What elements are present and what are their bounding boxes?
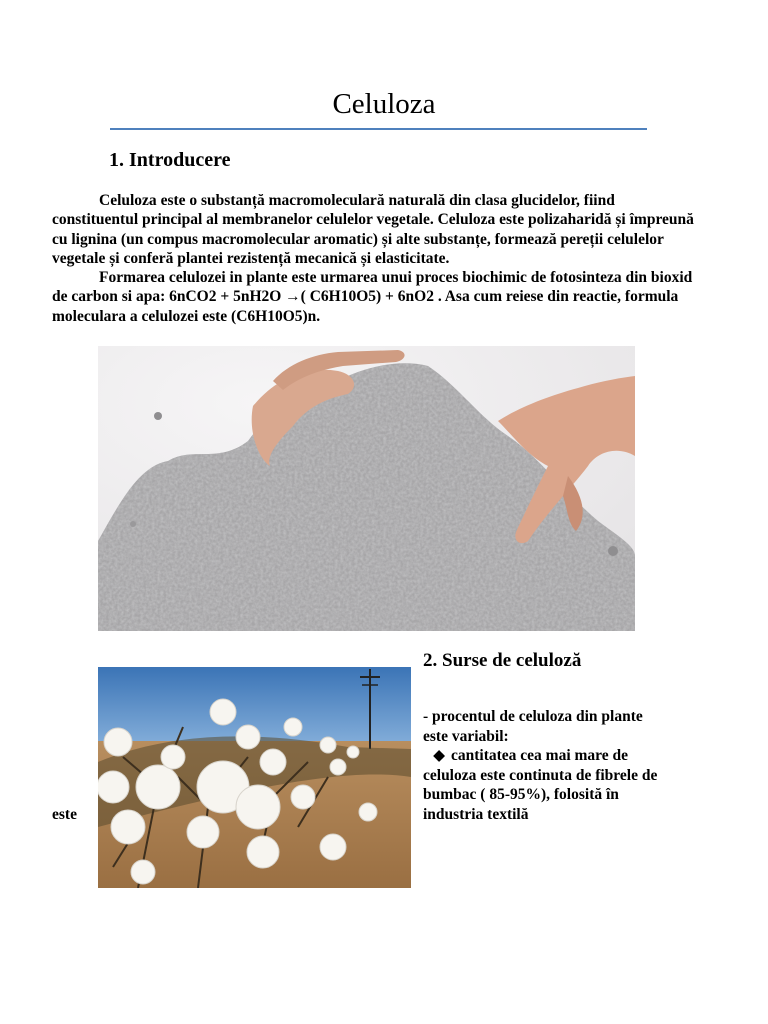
paragraph-formation	[52, 268, 702, 326]
cellulose-fiber-image	[98, 346, 635, 631]
title-rule	[110, 128, 647, 130]
sources-text	[423, 707, 663, 824]
introduction-text	[52, 191, 702, 326]
diamond-bullet-icon: ◆	[433, 747, 445, 764]
sources-bullet-text: cantitatea cea mai mare de celuloza este continuta de fibrele de bumbac ( 85-95%), folosită în industria textilă	[423, 747, 658, 823]
definition-text: este o substanță macromoleculară naturală din clasa glucidelor, fiind constituentul principal al membranelor celulelor vegetale. Celuloza este polizaharidă și împreună cu lignina (un compus macromolecular aromatic) și alte substanțe, formează pereții celulelor vegetale și conferă plantei rezistență mecanică și elasticitate.	[52, 192, 694, 267]
term-celuloza: Celuloza	[99, 192, 157, 209]
sources-line-variable: - procentul de celuloza din plante este variabil:	[423, 708, 643, 745]
section-heading-introduction: 1. Introducere	[109, 149, 231, 171]
paragraph-definition	[52, 191, 702, 268]
sources-bullet-item	[423, 746, 663, 824]
stray-word: este	[52, 806, 77, 823]
cotton-field-image	[98, 667, 411, 888]
formation-text: Formarea celulozei in plante este urmarea unui proces biochimic de fotosinteza din bioxid de carbon si apa: 6nCO2 + 5nH2O →( C6H10O5) + 6nO2 . Asa cum reiese din reactie, formula moleculara a celulozei este (C6H10O5)n.	[52, 269, 693, 325]
section-heading-sources: 2. Surse de celuloză	[423, 650, 582, 671]
page-title: Celuloza	[332, 88, 436, 120]
